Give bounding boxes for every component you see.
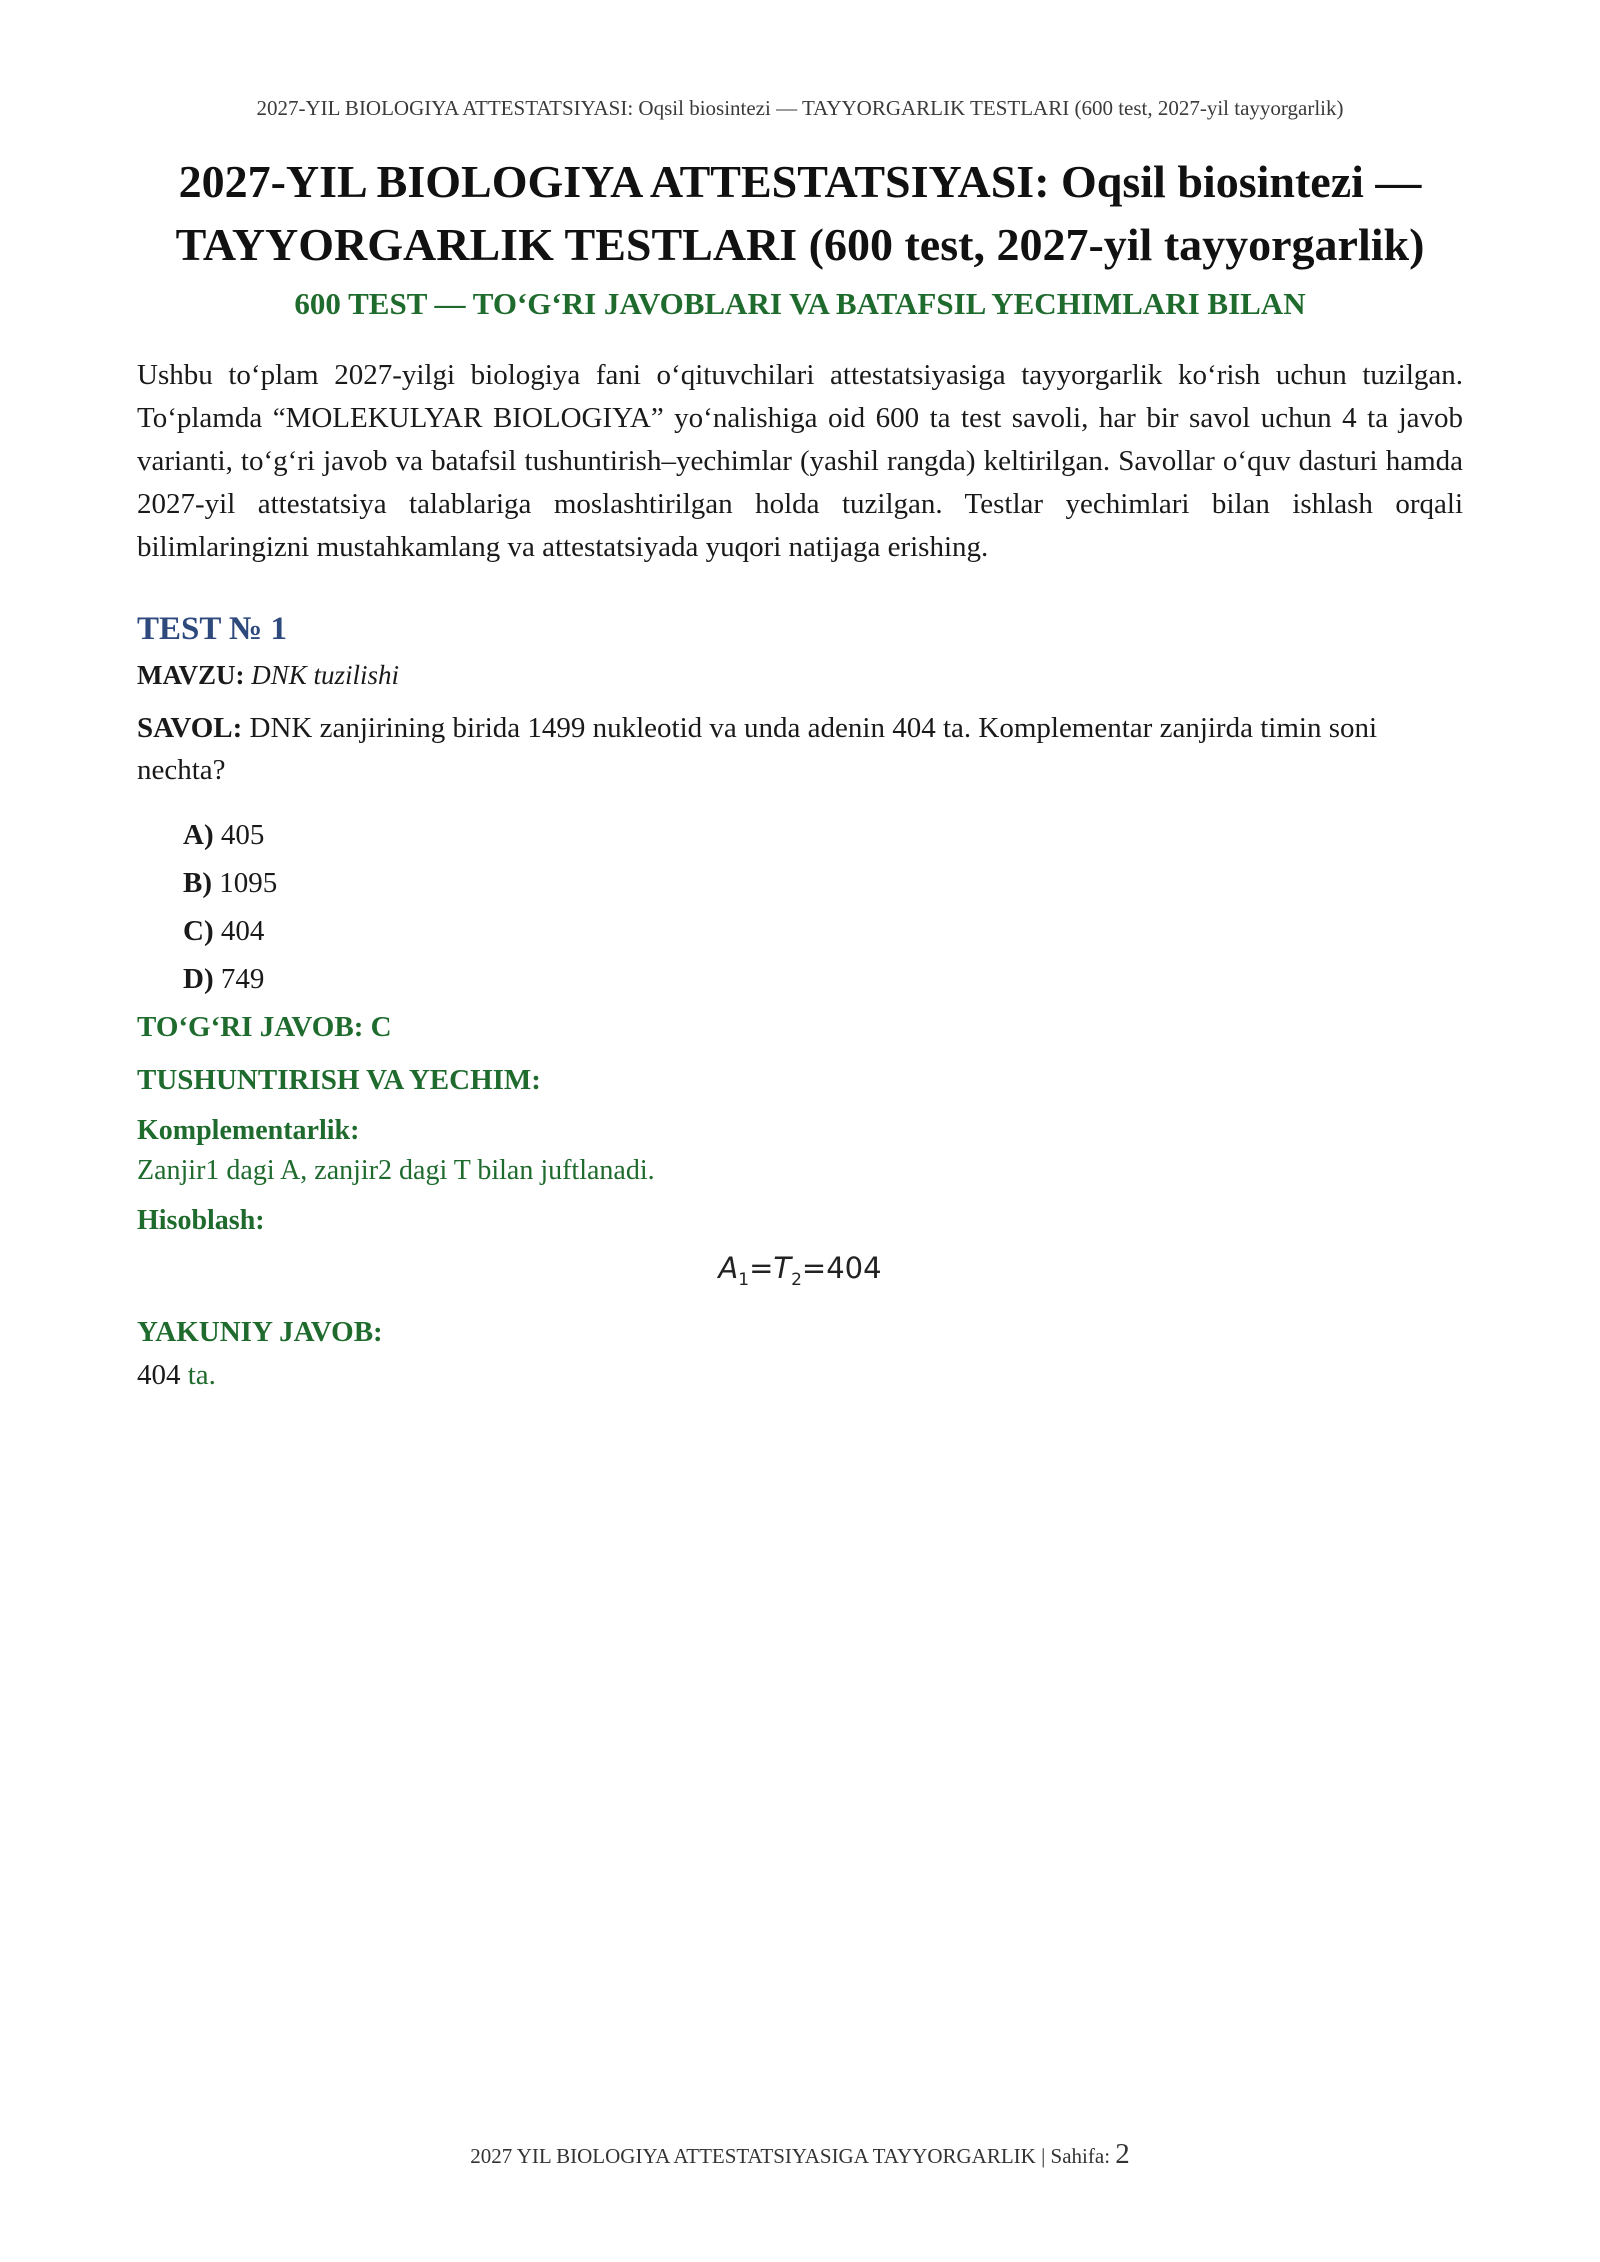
formula-sub-2: 2 [791, 1269, 802, 1290]
formula-var-a: A [718, 1251, 739, 1285]
option-text: 1095 [219, 867, 278, 899]
question-text: DNK zanjirining birida 1499 nukleotid va unda adenin 404 ta. Komplementar zanjirda timin soni nechta? [137, 712, 1378, 786]
document-title: 2027-YIL BIOLOGIYA ATTESTATSIYASI: Oqsil biosintezi — TAYYORGARLIK TESTLARI (600 test, 2027-yil tayyorgarlik) [175, 156, 1425, 270]
final-answer [137, 1359, 1463, 1392]
formula-var-t: T [773, 1251, 792, 1285]
document-subtitle: 600 TEST — TO‘G‘RI JAVOBLARI VA BATAFSIL YECHIMLARI BILAN [294, 286, 1306, 321]
option-letter: C) [183, 915, 214, 947]
test-heading: TEST № 1 [137, 611, 287, 647]
complementarity-heading: Komplementarlik: [137, 1115, 360, 1146]
formula-sub-1: 1 [738, 1269, 750, 1290]
option-text: 749 [220, 963, 265, 995]
page-footer [0, 2138, 1600, 2171]
final-answer-heading: YAKUNIY JAVOB: [137, 1315, 383, 1348]
option-letter: A) [183, 819, 214, 851]
option-c [183, 907, 1463, 955]
option-d [183, 955, 1463, 1003]
formula-value: 404 [826, 1251, 882, 1285]
topic-label: MAVZU: [137, 660, 245, 690]
option-letter: D) [183, 963, 214, 995]
correct-answer: TO‘G‘RI JAVOB: C [137, 1011, 392, 1043]
final-answer-value: 404 [137, 1358, 181, 1391]
topic-value: DNK tuzilishi [251, 660, 400, 690]
option-text: 404 [220, 915, 265, 947]
footer-page-label: Sahifa: [1050, 2144, 1111, 2168]
footer-text: 2027 YIL BIOLOGIYA ATTESTATSIYASIGA TAYYORGARLIK [470, 2144, 1036, 2168]
answer-options [183, 811, 1463, 1003]
final-answer-unit: ta. [187, 1358, 216, 1391]
test-block [137, 611, 1463, 1392]
option-letter: B) [183, 867, 212, 899]
running-header: 2027-YIL BIOLOGIYA ATTESTATSIYASI: Oqsil biosintezi — TAYYORGARLIK TESTLARI (600 test, 2027-yil tayyorgarlik) [256, 96, 1344, 120]
intro-paragraph: Ushbu to‘plam 2027-yilgi biologiya fani o‘qituvchilari attestatsiyasiga tayyorgarlik ko‘rish uchun tuzilgan. To‘plamda “MOLEKULYAR BIOLOGIYA” yo‘nalishiga oid 600 ta test savoli, har bir savol uchun 4 ta javob varianti, to‘g‘ri javob va batafsil tushuntirish–yechimlar (yashil rangda) keltirilgan. Savollar o‘quv dasturi hamda 2027-yil attestatsiya talablariga moslashtirilgan holda tuzilgan. Testlar yechimlari bilan ishlash orqali bilimlaringizni mustahkamlang va attestatsiyada yuqori natijaga erishing. [137, 359, 1463, 563]
question-label: SAVOL: [137, 712, 243, 744]
complementarity-text: Zanjir1 dagi A, zanjir2 dagi T bilan juftlanadi. [137, 1155, 655, 1186]
calculation-heading: Hisoblash: [137, 1205, 265, 1236]
footer-separator: | [1041, 2144, 1046, 2168]
question-line [137, 707, 1463, 791]
option-text: 405 [220, 819, 265, 851]
explanation-heading: TUSHUNTIRISH VA YECHIM: [137, 1064, 541, 1096]
calculation-formula: $A_1=T_2=404$ [718, 1251, 882, 1290]
page-content [137, 150, 1463, 1392]
topic-line [137, 660, 1463, 691]
footer-page-number: 2 [1115, 2138, 1130, 2170]
option-b [183, 859, 1463, 907]
option-a [183, 811, 1463, 859]
